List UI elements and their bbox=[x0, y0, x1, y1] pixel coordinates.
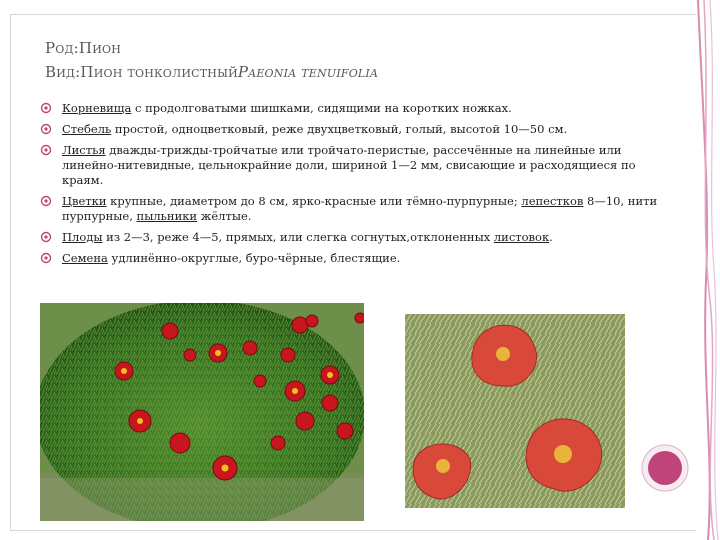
genus-line bbox=[45, 36, 685, 60]
bullet-text: простой, одноцветковый, реже двухцветковый, голый, высотой 10—50 см. bbox=[111, 122, 568, 136]
bullet-icon bbox=[40, 123, 52, 135]
species-line bbox=[45, 60, 685, 84]
species-name: Пион тонколистный bbox=[80, 63, 238, 81]
bullet-icon bbox=[40, 252, 52, 264]
term-petals: лепестков bbox=[521, 194, 584, 208]
bullet-icon bbox=[40, 231, 52, 243]
bullet-text: жёлтые. bbox=[197, 209, 252, 223]
species-prefix: Вид: bbox=[45, 63, 81, 81]
bullet-text: . bbox=[549, 230, 553, 244]
list-item bbox=[40, 194, 680, 224]
slide-edge-decoration bbox=[696, 0, 720, 540]
bullet-icon bbox=[40, 144, 52, 156]
bullet-text: крупные, диаметром до 8 см, ярко-красные или тёмно-пурпурные; bbox=[106, 194, 522, 208]
term-leaves: Листья bbox=[62, 143, 106, 157]
bullet-icon bbox=[40, 195, 52, 207]
list-item bbox=[40, 122, 680, 137]
list-item bbox=[40, 251, 680, 266]
latin-name: Paeonia tenuifolia bbox=[237, 63, 379, 81]
bullet-list bbox=[40, 101, 680, 272]
list-item bbox=[40, 143, 680, 188]
list-item bbox=[40, 101, 680, 116]
slide-title bbox=[45, 36, 685, 84]
bullet-text: удлинённо-округлые, буро-чёрные, блестящие. bbox=[107, 251, 401, 265]
term-stem: Стебель bbox=[62, 122, 112, 136]
peony-flowers-photo bbox=[405, 314, 625, 508]
term-follicles: листовок bbox=[493, 230, 550, 244]
bullet-text: дважды-трижды-тройчатые или тройчато-перистые, рассечённые на линейные или линейно-нитевидные, цельнокрайние доли, шириной 1—2 мм, свисающие и расходящиеся по краям. bbox=[62, 143, 636, 187]
term-seeds: Семена bbox=[62, 251, 108, 265]
genus-name: Пион bbox=[78, 39, 122, 57]
bullet-text: с продолговатыми шишками, сидящими на коротких ножках. bbox=[131, 101, 512, 115]
term-anthers: пыльники bbox=[136, 209, 198, 223]
term-flowers: Цветки bbox=[62, 194, 107, 208]
peony-bush-photo bbox=[40, 303, 364, 521]
genus-prefix: Род: bbox=[45, 39, 79, 57]
bullet-text: из 2—3, реже 4—5, прямых, или слегка согнутых,отклоненных bbox=[102, 230, 494, 244]
list-item bbox=[40, 230, 680, 245]
decorative-circle-icon bbox=[641, 444, 689, 492]
bullet-icon bbox=[40, 102, 52, 114]
bullet-text: 8—10, нити пурпурные, bbox=[62, 194, 658, 223]
term-fruits: Плоды bbox=[62, 230, 103, 244]
term-rhizome: Корневища bbox=[62, 101, 132, 115]
